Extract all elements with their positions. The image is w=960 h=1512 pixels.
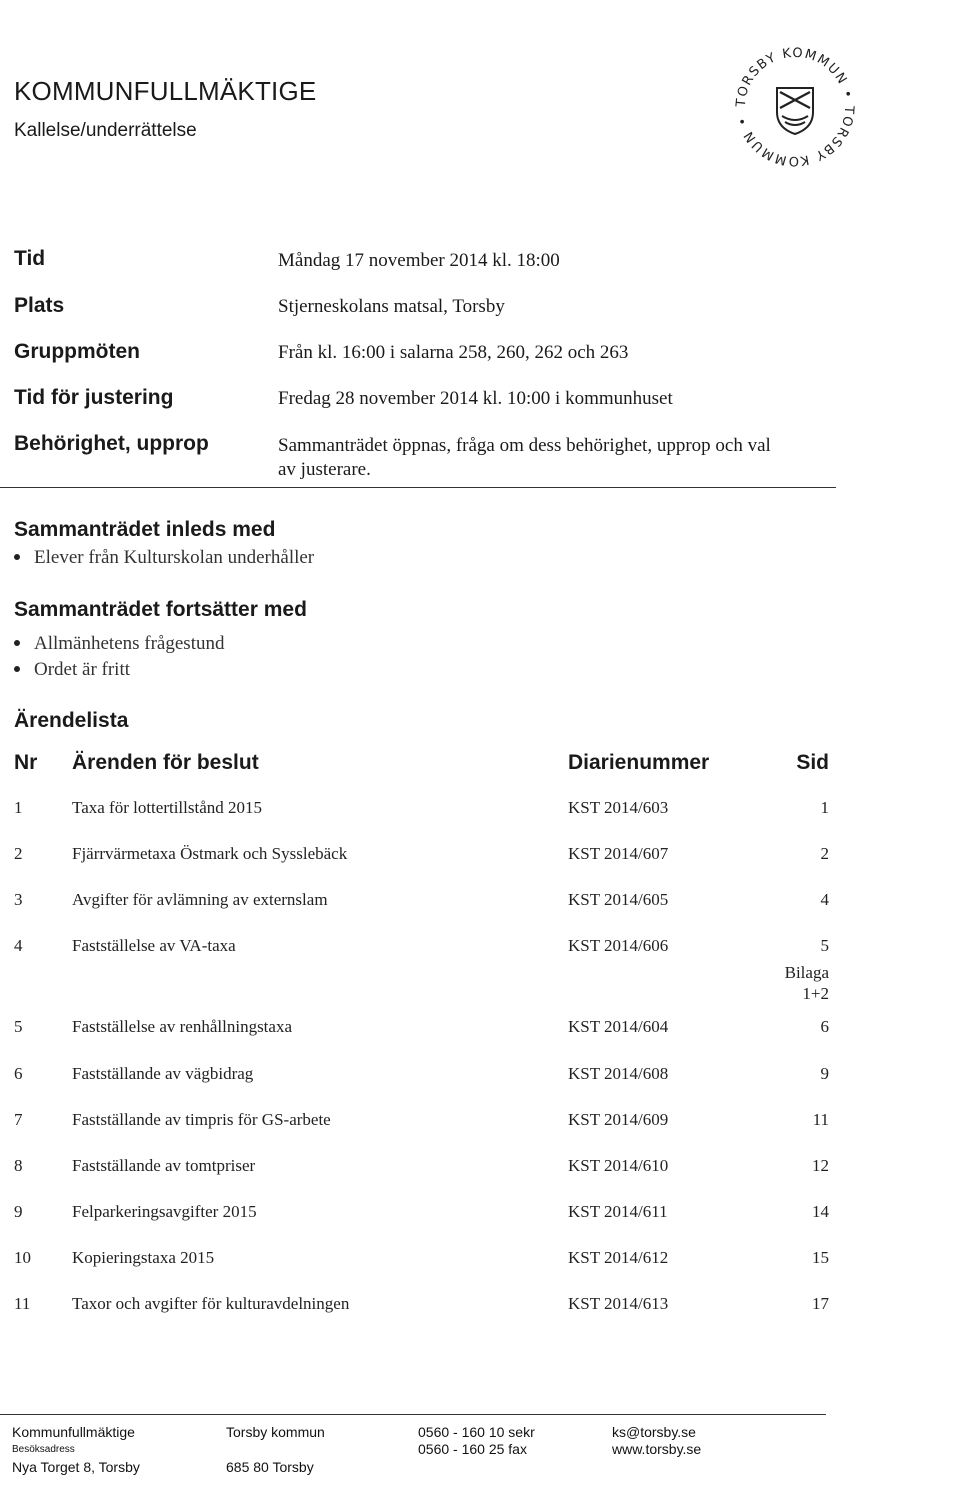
bullet-icon xyxy=(14,666,20,672)
footer-email[interactable]: ks@torsby.se xyxy=(612,1424,696,1440)
value-tid-for-justering: Fredag 28 november 2014 kl. 10:00 i kommunhuset xyxy=(278,388,673,409)
bullet-icon xyxy=(14,554,20,560)
row-title: Taxa för lottertillstånd 2015 xyxy=(72,798,263,817)
col-header-nr: Nr xyxy=(14,751,38,774)
row-title: Fastställande av tomtpriser xyxy=(72,1156,256,1175)
document-title: KOMMUNFULLMÄKTIGE xyxy=(14,76,317,106)
agenda-heading: Ärendelista xyxy=(14,709,129,732)
row-nr: 1 xyxy=(14,798,23,817)
footer-phone: 0560 - 160 10 sekr xyxy=(418,1424,535,1440)
row-sid: 6 xyxy=(820,1017,829,1036)
footer-website[interactable]: www.torsby.se xyxy=(612,1441,702,1457)
footer-address: Nya Torget 8, Torsby xyxy=(12,1459,140,1475)
row-sid: 1 xyxy=(820,798,829,817)
row-nr: 7 xyxy=(14,1110,23,1129)
row-sid: 9 xyxy=(820,1064,829,1083)
value-tid: Måndag 17 november 2014 kl. 18:00 xyxy=(278,250,560,271)
row-diarienummer: KST 2014/606 xyxy=(568,936,669,955)
row-diarienummer: KST 2014/613 xyxy=(568,1294,669,1313)
row-diarienummer: KST 2014/609 xyxy=(568,1110,669,1129)
document-subtitle: Kallelse/underrättelse xyxy=(14,120,197,141)
row-sid: 2 xyxy=(820,844,829,863)
value-gruppmoten: Från kl. 16:00 i salarna 258, 260, 262 och 263 xyxy=(278,342,629,363)
row-sid-note: 1+2 xyxy=(802,984,829,1003)
row-diarienummer: KST 2014/604 xyxy=(568,1017,669,1036)
label-tid: Tid xyxy=(14,247,46,270)
row-diarienummer: KST 2014/611 xyxy=(568,1202,668,1221)
footer-address-label: Besöksadress xyxy=(12,1444,75,1455)
col-header-title: Ärenden för beslut xyxy=(72,751,259,774)
footer-divider xyxy=(0,1414,826,1415)
label-behorighet-upprop: Behörighet, upprop xyxy=(14,432,209,455)
row-sid: 14 xyxy=(812,1202,829,1221)
row-title: Fastställelse av VA-taxa xyxy=(72,936,236,955)
row-diarienummer: KST 2014/612 xyxy=(568,1248,669,1267)
opening-item-text: Elever från Kulturskolan underhåller xyxy=(34,547,315,568)
section-divider xyxy=(0,487,836,488)
footer-postal: 685 80 Torsby xyxy=(226,1459,314,1475)
row-sid: 12 xyxy=(812,1156,829,1175)
value-behorighet-upprop: Sammanträdet öppnas, fråga om dess behörighet, upprop och val xyxy=(278,435,771,456)
row-title: Fastställande av timpris för GS-arbete xyxy=(72,1110,331,1129)
col-header-sid: Sid xyxy=(796,751,829,774)
row-nr: 3 xyxy=(14,890,23,909)
row-diarienummer: KST 2014/605 xyxy=(568,890,669,909)
label-tid-for-justering: Tid för justering xyxy=(14,386,174,409)
row-title: Kopieringstaxa 2015 xyxy=(72,1248,215,1267)
row-diarienummer: KST 2014/610 xyxy=(568,1156,669,1175)
svg-text:TORSBY KOMMUN • TORSBY KOMMUN xyxy=(734,46,857,168)
row-nr: 9 xyxy=(14,1202,23,1221)
row-nr: 2 xyxy=(14,844,23,863)
opening-item xyxy=(14,547,314,569)
continues-item xyxy=(14,633,224,655)
row-nr: 4 xyxy=(14,936,23,955)
row-title: Fjärrvärmetaxa Östmark och Sysslebäck xyxy=(72,844,348,863)
row-sid: 5 xyxy=(820,936,829,955)
label-plats: Plats xyxy=(14,294,65,317)
footer-org: Kommunfullmäktige xyxy=(12,1424,135,1440)
row-sid: 4 xyxy=(820,890,829,909)
continues-item-text: Ordet är fritt xyxy=(34,659,131,680)
row-nr: 8 xyxy=(14,1156,23,1175)
continues-heading: Sammanträdet fortsätter med xyxy=(14,598,307,621)
row-title: Fastställelse av renhållningstaxa xyxy=(72,1017,292,1036)
row-sid-note: Bilaga xyxy=(784,963,829,982)
opening-heading: Sammanträdet inleds med xyxy=(14,518,276,541)
bullet-icon xyxy=(14,640,20,646)
row-nr: 5 xyxy=(14,1017,23,1036)
row-diarienummer: KST 2014/608 xyxy=(568,1064,669,1083)
row-title: Fastställande av vägbidrag xyxy=(72,1064,254,1083)
row-diarienummer: KST 2014/607 xyxy=(568,844,669,863)
row-nr: 6 xyxy=(14,1064,23,1083)
continues-item xyxy=(14,659,130,681)
value-behorighet-upprop-cont: av justerare. xyxy=(278,459,371,480)
footer-fax: 0560 - 160 25 fax xyxy=(418,1441,527,1457)
label-gruppmoten: Gruppmöten xyxy=(14,340,140,363)
seal-shield-icon xyxy=(777,88,813,134)
row-title: Taxor och avgifter för kulturavdelningen xyxy=(72,1294,350,1313)
seal-text: TORSBY KOMMUN • TORSBY KOMMUN • xyxy=(733,45,857,169)
row-nr: 10 xyxy=(14,1248,31,1267)
row-diarienummer: KST 2014/603 xyxy=(568,798,669,817)
row-title: Felparkeringsavgifter 2015 xyxy=(72,1202,257,1221)
footer-municipality: Torsby kommun xyxy=(226,1424,325,1440)
row-title: Avgifter för avlämning av externslam xyxy=(72,890,328,909)
row-nr: 11 xyxy=(14,1294,31,1313)
continues-item-text: Allmänhetens frågestund xyxy=(34,633,225,654)
row-sid: 11 xyxy=(812,1110,829,1129)
row-sid: 17 xyxy=(812,1294,829,1313)
municipal-seal-logo xyxy=(730,42,860,172)
value-plats: Stjerneskolans matsal, Torsby xyxy=(278,296,505,317)
row-sid: 15 xyxy=(812,1248,829,1267)
col-header-diarienummer: Diarienummer xyxy=(568,751,710,774)
